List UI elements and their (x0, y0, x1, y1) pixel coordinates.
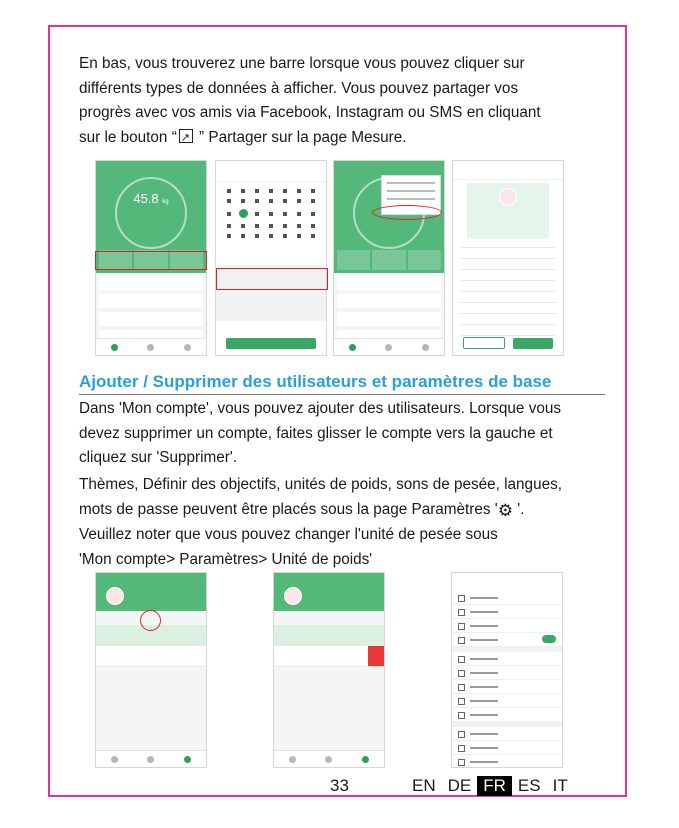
screenshot-delete-account (273, 572, 385, 768)
tab-icon (111, 756, 118, 763)
account-row (274, 646, 384, 667)
intro-line-2: différents types de données à afficher. Vous pouvez partager vos (79, 79, 519, 97)
account-row (96, 646, 206, 667)
language-selector (406, 776, 574, 796)
confirm-button (226, 338, 316, 349)
screenshot-settings (451, 572, 563, 768)
heading-rule (79, 394, 605, 395)
page-number: 33 (330, 776, 349, 795)
tab-icon (147, 756, 154, 763)
screenshot-share-menu (333, 160, 445, 356)
intro-line-4: sur le bouton “↗ ” Partager sur la page Mesure. (79, 126, 609, 151)
tab-icon (325, 756, 332, 763)
tab-icon (362, 756, 369, 763)
tab-icon (422, 344, 429, 351)
account-row (274, 625, 384, 646)
section-heading: Ajouter / Supprimer des utilisateurs et paramètres de base (79, 372, 552, 391)
lang-it[interactable]: IT (552, 776, 568, 795)
tab-icon (349, 344, 356, 351)
accounts-paragraph: Dans 'Mon compte', vous pouvez ajouter des utilisateurs. Lorsque vous devez supprimer un compte, faites glisser le compte vers la gauche et cliquez sur 'Supprimer'. (79, 400, 562, 466)
intro-line-3: progrès avec vos amis via Facebook, Instagram ou SMS en cliquant (79, 104, 541, 121)
tab-icon (184, 344, 191, 351)
toggle-switch (542, 635, 556, 643)
tab-icon (289, 756, 296, 763)
highlight-box (95, 251, 207, 270)
avatar (284, 587, 302, 605)
tab-icon (184, 756, 191, 763)
lang-es[interactable]: ES (517, 776, 541, 795)
tab-icon (147, 344, 154, 351)
intro-line-1: En bas, vous trouverez une barre lorsque vous pouvez cliquer sur (79, 55, 525, 72)
screenshot-share-report (452, 160, 564, 356)
delete-button (368, 646, 384, 666)
screenshot-date-picker (215, 160, 327, 356)
account-list (274, 625, 384, 667)
lang-en[interactable]: EN (412, 776, 436, 795)
highlight-circle (140, 610, 161, 631)
avatar (499, 188, 517, 206)
lang-fr[interactable]: FR (477, 776, 512, 796)
screenshot-my-account (95, 572, 207, 768)
highlight-circle (372, 205, 442, 220)
weight-gauge (115, 177, 187, 249)
avatar (106, 587, 124, 605)
tab-bar (96, 338, 206, 355)
settings-list (452, 591, 562, 768)
tab-icon (385, 344, 392, 351)
calendar-grid (222, 189, 320, 238)
share-icon (179, 129, 193, 143)
intro-paragraph (79, 52, 609, 150)
highlight-box (216, 268, 328, 290)
settings-paragraph: Thèmes, Définir des objectifs, unités de poids, sons de pesée, langues, mots de passe peuvent être placés sous la page Paramètres '⚙ '. Veuillez noter que vous pouvez changer l'unité de pesée sous 'Mon compte> Paramètres> Unité de poids' (79, 476, 562, 568)
weight-value: 45.8 kg (133, 191, 169, 206)
account-list (96, 625, 206, 667)
lang-de[interactable]: DE (447, 776, 472, 795)
tab-icon (111, 344, 118, 351)
gear-icon: ⚙ (497, 500, 513, 520)
